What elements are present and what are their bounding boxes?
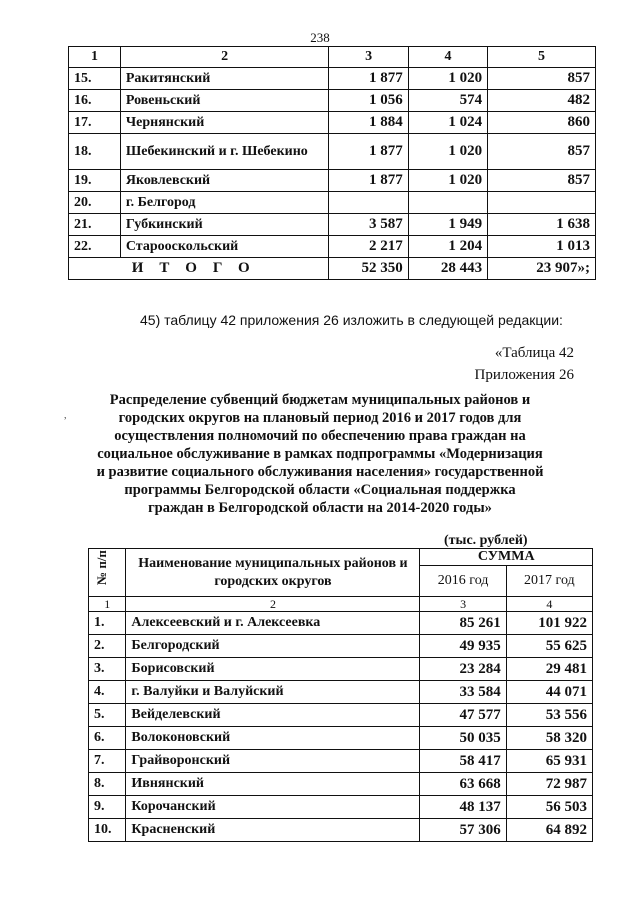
value-col5: 1 638 [488, 214, 596, 236]
subvention-table [88, 548, 593, 842]
table-reference [475, 342, 575, 386]
value-2016: 49 935 [420, 635, 506, 658]
district-name: Ракитянский [120, 68, 329, 90]
value-2017: 58 320 [506, 727, 592, 750]
value-col3: 1 877 [329, 68, 408, 90]
table-reference-line: «Таблица 42 [494, 345, 574, 361]
value-col5 [488, 192, 596, 214]
header-cell: 5 [488, 47, 596, 68]
value-col5: 482 [488, 90, 596, 112]
row-number: 3. [89, 658, 126, 681]
table-header-row [89, 549, 593, 566]
value-2017: 101 922 [506, 612, 592, 635]
col-2017-header: 2017 год [506, 566, 592, 597]
value-2016: 57 306 [420, 819, 506, 842]
value-col3: 2 217 [329, 236, 408, 258]
district-name: Старооскольский [120, 236, 329, 258]
header-cell: 3 [329, 47, 408, 68]
table-row [89, 704, 593, 727]
value-2017: 65 931 [506, 750, 592, 773]
value-col3: 1 877 [329, 134, 408, 170]
table-row [69, 112, 596, 134]
table-row [69, 68, 596, 90]
table-row [89, 658, 593, 681]
table-row [69, 90, 596, 112]
margin-mark: , [64, 410, 67, 421]
value-2017: 53 556 [506, 704, 592, 727]
total-label: ИТОГО [69, 258, 329, 280]
value-2017: 64 892 [506, 819, 592, 842]
value-col5: 1 013 [488, 236, 596, 258]
value-2016: 23 284 [420, 658, 506, 681]
table-header-row [69, 47, 596, 68]
value-col3 [329, 192, 408, 214]
value-col5: 857 [488, 134, 596, 170]
table-row [69, 236, 596, 258]
row-number: 8. [89, 773, 126, 796]
value-2016: 47 577 [420, 704, 506, 727]
value-col4: 1 024 [408, 112, 487, 134]
value-2017: 44 071 [506, 681, 592, 704]
header-cell: 4 [408, 47, 487, 68]
value-col4: 574 [408, 90, 487, 112]
district-name: Волоконовский [126, 727, 420, 750]
table-row [69, 134, 596, 170]
row-number: 9. [89, 796, 126, 819]
row-number: 17. [69, 112, 121, 134]
district-name: Грайворонский [126, 750, 420, 773]
total-col3: 52 350 [329, 258, 408, 280]
district-name: Корочанский [126, 796, 420, 819]
continuation-table [68, 46, 596, 280]
row-number: 20. [69, 192, 121, 214]
value-col5: 860 [488, 112, 596, 134]
value-2017: 29 481 [506, 658, 592, 681]
page-number: 238 [310, 30, 330, 45]
value-col4: 1 020 [408, 68, 487, 90]
total-row [69, 258, 596, 280]
value-2016: 85 261 [420, 612, 506, 635]
row-number: 16. [69, 90, 121, 112]
value-col5: 857 [488, 170, 596, 192]
value-2017: 72 987 [506, 773, 592, 796]
row-number: 18. [69, 134, 121, 170]
row-number: 21. [69, 214, 121, 236]
value-2016: 48 137 [420, 796, 506, 819]
table-row [89, 819, 593, 842]
table-row [69, 170, 596, 192]
district-name: г. Валуйки и Валуйский [126, 681, 420, 704]
header-cell: 2 [120, 47, 329, 68]
value-col3: 1 056 [329, 90, 408, 112]
table-row [69, 214, 596, 236]
district-name: Красненский [126, 819, 420, 842]
table-row [89, 796, 593, 819]
col-2016-header: 2016 год [420, 566, 506, 597]
district-name: Чернянский [120, 112, 329, 134]
value-2016: 50 035 [420, 727, 506, 750]
appendix-reference-line: Приложения 26 [474, 367, 574, 383]
value-col3: 1 877 [329, 170, 408, 192]
table-heading: Распределение субвенций бюджетам муниципальных районов и городских округов на плановый период 2016 и 2017 годов для осуществления полномочий по обеспечению права граждан на социальное обслуживание в рамках подпрограммы «Модернизация и развитие социального обслуживания населения» государственной программы Белгородской области «Социальная поддержка граждан в Белгородской области на 2014-2020 годы» [96, 392, 544, 516]
header-cell: 1 [69, 47, 121, 68]
district-name: г. Белгород [120, 192, 329, 214]
total-col4: 28 443 [408, 258, 487, 280]
row-number: 5. [89, 704, 126, 727]
value-2016: 63 668 [420, 773, 506, 796]
value-col4: 1 204 [408, 236, 487, 258]
district-name: Яковлевский [120, 170, 329, 192]
index-cell: 3 [420, 597, 506, 612]
value-2016: 58 417 [420, 750, 506, 773]
table-row [89, 773, 593, 796]
units-label: (тыс. рублей) [444, 533, 528, 548]
district-name: Губкинский [120, 214, 329, 236]
value-col4: 1 020 [408, 170, 487, 192]
row-number: 7. [89, 750, 126, 773]
amendment-paragraph: 45) таблицу 42 приложения 26 изложить в следующей редакции: [140, 312, 563, 328]
row-number: 22. [69, 236, 121, 258]
row-number: 15. [69, 68, 121, 90]
table-row [89, 635, 593, 658]
col-sum-header: СУММА [420, 549, 593, 566]
district-name: Белгородский [126, 635, 420, 658]
value-2017: 55 625 [506, 635, 592, 658]
col-name-header: Наименование муниципальных районов и городских округов [126, 549, 420, 597]
index-cell: 1 [89, 597, 126, 612]
district-name: Алексеевский и г. Алексеевка [126, 612, 420, 635]
total-col5: 23 907»; [488, 258, 596, 280]
value-col4 [408, 192, 487, 214]
value-col4: 1 020 [408, 134, 487, 170]
value-2016: 33 584 [420, 681, 506, 704]
table-row [89, 750, 593, 773]
table-row [89, 727, 593, 750]
row-number: 2. [89, 635, 126, 658]
value-col3: 3 587 [329, 214, 408, 236]
value-col5: 857 [488, 68, 596, 90]
table-row [89, 681, 593, 704]
column-index-row [89, 597, 593, 612]
row-number: 4. [89, 681, 126, 704]
value-2017: 56 503 [506, 796, 592, 819]
district-name: Ровеньский [120, 90, 329, 112]
value-col4: 1 949 [408, 214, 487, 236]
district-name: Ивнянский [126, 773, 420, 796]
value-col3: 1 884 [329, 112, 408, 134]
index-cell: 2 [126, 597, 420, 612]
row-number: 6. [89, 727, 126, 750]
table-row [89, 612, 593, 635]
col-number-header [89, 549, 126, 597]
table-row [69, 192, 596, 214]
district-name: Шебекинский и г. Шебекино [120, 134, 329, 170]
col-number-header-text: № п/п [94, 550, 109, 585]
row-number: 10. [89, 819, 126, 842]
index-cell: 4 [506, 597, 592, 612]
row-number: 1. [89, 612, 126, 635]
district-name: Борисовский [126, 658, 420, 681]
row-number: 19. [69, 170, 121, 192]
district-name: Вейделевский [126, 704, 420, 727]
